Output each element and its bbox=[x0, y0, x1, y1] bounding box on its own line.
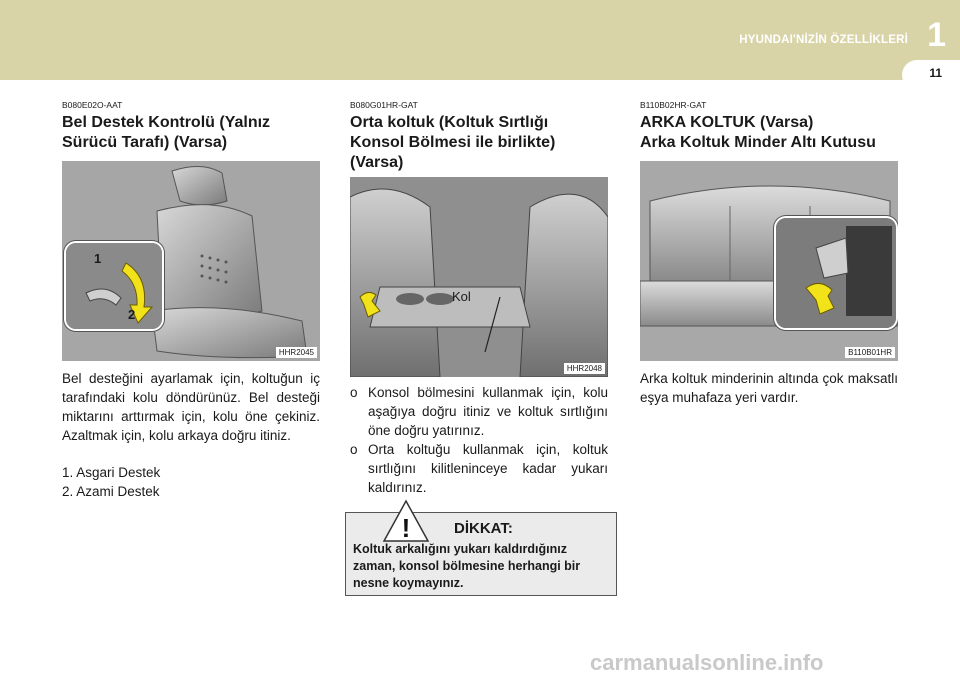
section-code: B110B02HR-GAT bbox=[640, 100, 707, 110]
warning-triangle-icon bbox=[382, 499, 430, 543]
lever-label: Kol bbox=[452, 289, 471, 304]
section-title-line3: (Varsa) bbox=[350, 154, 404, 171]
console-illustration bbox=[350, 177, 608, 377]
section-title-line1: ARKA KOLTUK (Varsa) bbox=[640, 114, 814, 131]
inset-label-2: 2 bbox=[128, 307, 136, 322]
warning-exclamation: ! bbox=[401, 513, 411, 543]
figure-caption: HHR2048 bbox=[564, 363, 605, 374]
rear-seat-figure bbox=[640, 161, 898, 361]
section-title-line2: Sürücü Tarafı) (Varsa) bbox=[62, 134, 228, 151]
console-instructions bbox=[350, 383, 608, 497]
section-title-line2: Konsol Bölmesi ile birlikte) bbox=[350, 134, 556, 151]
list-item: 1. Asgari Destek bbox=[62, 465, 161, 480]
center-console-figure bbox=[350, 177, 608, 377]
section-title-line2: Arka Koltuk Minder Altı Kutusu bbox=[640, 134, 876, 151]
center-seat-section bbox=[350, 100, 610, 497]
lumbar-body-text: Bel desteğini ayarlamak için, koltuğun iç tarafındaki kolu döndürünüz. Bel desteği miktarını arttırmak için, kolu öne çekiniz. Azaltmak için, kolu arkaya doğru itiniz. bbox=[62, 371, 320, 443]
bullet-text: Orta koltuğu kullanmak için, koltuk sırtlığını kilitleninceye kadar yukarı kaldırınız. bbox=[368, 442, 608, 495]
section-title-line1: Bel Destek Kontrolü (Yalnız bbox=[62, 114, 271, 131]
section-code: B080E02O-AAT bbox=[62, 100, 123, 110]
figure-caption: HHR2045 bbox=[276, 347, 317, 358]
list-item: 2. Azami Destek bbox=[62, 484, 160, 499]
watermark: carmanualsonline.info bbox=[590, 650, 824, 675]
lever-inset bbox=[64, 241, 164, 331]
caution-box bbox=[345, 512, 617, 596]
support-level-list bbox=[62, 463, 320, 501]
chapter-number: 1 bbox=[927, 16, 946, 54]
inset-label-1: 1 bbox=[94, 251, 102, 266]
lumbar-support-section bbox=[62, 100, 320, 501]
section-title-line1: Orta koltuk (Koltuk Sırtlığı bbox=[350, 114, 549, 131]
lever-rotation-illustration bbox=[66, 243, 162, 329]
list-item bbox=[350, 440, 608, 497]
figure-caption: B110B01HR bbox=[845, 347, 895, 358]
rear-seat-section bbox=[640, 100, 900, 407]
section-title: HYUNDAI'NİZİN ÖZELLİKLERİ bbox=[739, 34, 908, 46]
list-item bbox=[350, 383, 608, 440]
caution-title: DİKKAT: bbox=[454, 520, 513, 537]
storage-inset bbox=[774, 216, 898, 330]
caution-text: Koltuk arkalığını yukarı kaldırdığınız zaman, konsol bölmesine herhangi bir nesne koymayınız. bbox=[353, 542, 581, 590]
page-number: 11 bbox=[929, 66, 942, 80]
bullet-mark: o bbox=[350, 442, 358, 457]
rear-storage-text: Arka koltuk minderinin altında çok maksatlı eşya muhafaza yeri vardır. bbox=[640, 371, 898, 405]
section-code: B080G01HR-GAT bbox=[350, 100, 418, 110]
lumbar-seat-figure bbox=[62, 161, 320, 361]
bullet-mark: o bbox=[350, 385, 358, 400]
bullet-text: Konsol bölmesini kullanmak için, kolu aşağıya doğru itiniz ve koltuk sırtlığını öne doğru yatırınız. bbox=[368, 385, 608, 438]
storage-illustration bbox=[776, 218, 896, 328]
